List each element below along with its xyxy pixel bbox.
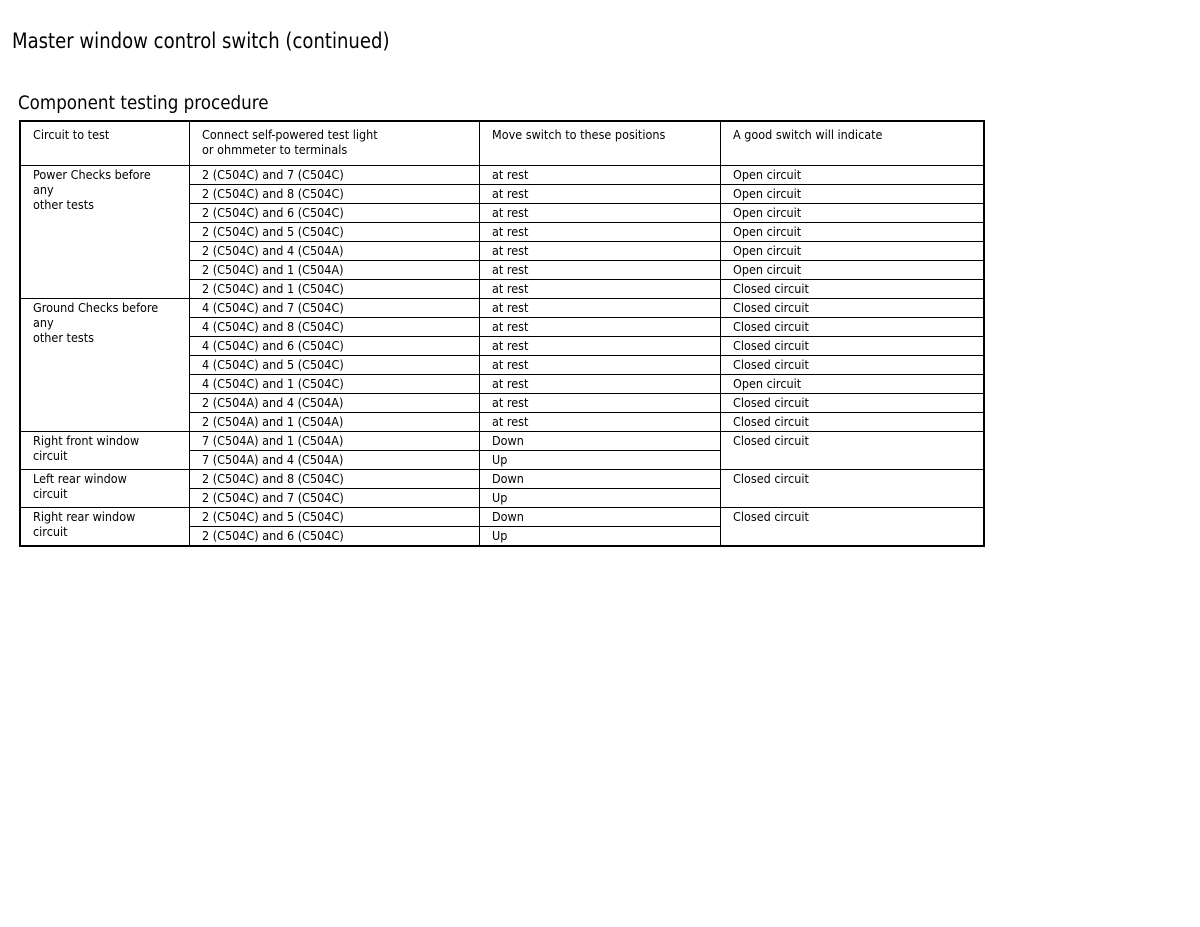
position-cell: at rest <box>479 166 720 185</box>
table-row <box>20 432 984 451</box>
table-row <box>20 299 984 318</box>
header-switch-positions: Move switch to these positions <box>479 121 720 166</box>
header-good-switch-indication: A good switch will indicate <box>720 121 984 166</box>
position-cell: at rest <box>479 223 720 242</box>
terminals-cell: 2 (C504C) and 6 (C504C) <box>189 204 479 223</box>
position-cell: at rest <box>479 204 720 223</box>
result-cell: Closed circuit <box>720 280 984 299</box>
section-title: Component testing procedure <box>18 92 269 114</box>
terminals-cell: 4 (C504C) and 5 (C504C) <box>189 356 479 375</box>
position-cell: Up <box>479 489 720 508</box>
terminals-cell: 2 (C504C) and 5 (C504C) <box>189 223 479 242</box>
position-cell: at rest <box>479 261 720 280</box>
position-cell: at rest <box>479 337 720 356</box>
header-terminals: Connect self-powered test light or ohmmeter to terminals <box>189 121 479 166</box>
result-cell: Closed circuit <box>720 470 984 508</box>
table-header-row <box>20 121 984 166</box>
circuit-cell: Left rear window circuit <box>20 470 189 508</box>
position-cell: at rest <box>479 375 720 394</box>
result-cell: Closed circuit <box>720 432 984 470</box>
position-cell: Up <box>479 451 720 470</box>
result-cell: Closed circuit <box>720 337 984 356</box>
position-cell: at rest <box>479 280 720 299</box>
result-cell: Open circuit <box>720 223 984 242</box>
terminals-cell: 2 (C504C) and 8 (C504C) <box>189 185 479 204</box>
table-row <box>20 470 984 489</box>
result-cell: Open circuit <box>720 204 984 223</box>
circuit-cell: Ground Checks before any other tests <box>20 299 189 432</box>
terminals-cell: 2 (C504C) and 4 (C504A) <box>189 242 479 261</box>
terminals-cell: 7 (C504A) and 4 (C504A) <box>189 451 479 470</box>
position-cell: Down <box>479 470 720 489</box>
circuit-cell: Right front window circuit <box>20 432 189 470</box>
terminals-cell: 2 (C504A) and 4 (C504A) <box>189 394 479 413</box>
result-cell: Open circuit <box>720 261 984 280</box>
header-circuit-to-test: Circuit to test <box>20 121 189 166</box>
position-cell: at rest <box>479 394 720 413</box>
position-cell: at rest <box>479 299 720 318</box>
component-test-table <box>19 120 985 547</box>
result-cell: Open circuit <box>720 242 984 261</box>
result-cell: Closed circuit <box>720 394 984 413</box>
terminals-cell: 2 (C504C) and 8 (C504C) <box>189 470 479 489</box>
terminals-cell: 4 (C504C) and 6 (C504C) <box>189 337 479 356</box>
position-cell: Down <box>479 432 720 451</box>
result-cell: Open circuit <box>720 166 984 185</box>
position-cell: at rest <box>479 242 720 261</box>
terminals-cell: 2 (C504C) and 6 (C504C) <box>189 527 479 547</box>
table-row <box>20 508 984 527</box>
terminals-cell: 2 (C504A) and 1 (C504A) <box>189 413 479 432</box>
circuit-cell: Power Checks before any other tests <box>20 166 189 299</box>
result-cell: Open circuit <box>720 185 984 204</box>
position-cell: at rest <box>479 318 720 337</box>
circuit-cell: Right rear window circuit <box>20 508 189 547</box>
position-cell: at rest <box>479 413 720 432</box>
table-row <box>20 166 984 185</box>
position-cell: at rest <box>479 185 720 204</box>
position-cell: Up <box>479 527 720 547</box>
position-cell: Down <box>479 508 720 527</box>
result-cell: Closed circuit <box>720 318 984 337</box>
terminals-cell: 2 (C504C) and 7 (C504C) <box>189 489 479 508</box>
terminals-cell: 7 (C504A) and 1 (C504A) <box>189 432 479 451</box>
result-cell: Closed circuit <box>720 299 984 318</box>
result-cell: Open circuit <box>720 375 984 394</box>
position-cell: at rest <box>479 356 720 375</box>
result-cell: Closed circuit <box>720 508 984 547</box>
terminals-cell: 4 (C504C) and 1 (C504C) <box>189 375 479 394</box>
terminals-cell: 2 (C504C) and 5 (C504C) <box>189 508 479 527</box>
terminals-cell: 2 (C504C) and 7 (C504C) <box>189 166 479 185</box>
terminals-cell: 2 (C504C) and 1 (C504A) <box>189 261 479 280</box>
terminals-cell: 2 (C504C) and 1 (C504C) <box>189 280 479 299</box>
result-cell: Closed circuit <box>720 356 984 375</box>
page-title: Master window control switch (continued) <box>12 29 390 53</box>
result-cell: Closed circuit <box>720 413 984 432</box>
terminals-cell: 4 (C504C) and 8 (C504C) <box>189 318 479 337</box>
terminals-cell: 4 (C504C) and 7 (C504C) <box>189 299 479 318</box>
